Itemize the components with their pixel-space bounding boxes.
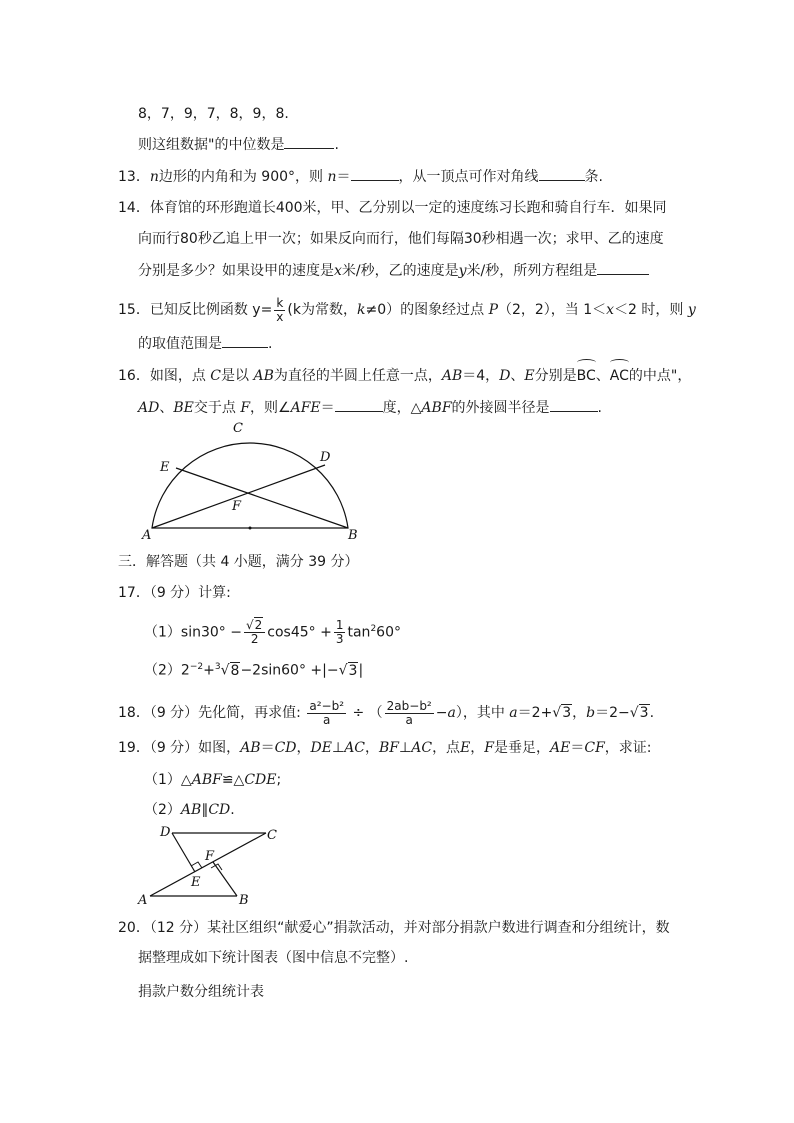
root-index: 3 — [214, 662, 221, 672]
question-number: 16． — [118, 368, 150, 384]
math-var: y — [458, 263, 467, 279]
q16-text: 为直径的半圆上任意一点， — [273, 368, 442, 384]
frac-den: a — [323, 712, 331, 727]
answer-blank[interactable] — [597, 260, 649, 275]
math-var: AB — [180, 802, 202, 818]
math-var: AB — [441, 368, 463, 384]
q18-head: （9 分）先化简，再求值: — [149, 705, 301, 721]
math-var: AC — [411, 740, 433, 756]
question-17 — [118, 583, 231, 603]
math: . — [230, 802, 235, 818]
radicand: 3 — [348, 662, 358, 679]
math-var: y — [687, 302, 696, 318]
q16-text: ＝4， — [462, 368, 500, 384]
fraction-1-over-3 — [334, 619, 346, 646]
label-d: D — [320, 450, 331, 465]
frac-num: a²−b² — [309, 698, 345, 713]
label-f: F — [205, 849, 215, 864]
q17-part2: $(2)2^{-2}+^3√8-2\sin 60^\circ +|-√3|$ — [144, 662, 364, 679]
question-15-line2: 的取值范围是 . — [138, 333, 272, 354]
math: ＝ — [260, 740, 275, 756]
math: ∥ — [201, 802, 209, 818]
radicand: 2 — [254, 618, 263, 633]
q20-text: （12 分）某社区组织“献爱心”捐款活动，并对部分捐款户数进行调查和分组统计，数 — [149, 920, 670, 936]
segment-bf — [213, 862, 237, 896]
arc-label: BC — [576, 368, 596, 384]
question-14-line3 — [138, 260, 649, 281]
q15-text: 已知反比例函数 y= — [149, 302, 273, 318]
part-label: （1） — [144, 624, 181, 641]
frac-den: a — [405, 712, 413, 727]
math: cos45° — [267, 624, 316, 641]
math-var: CF — [584, 740, 605, 756]
center-point — [249, 527, 252, 530]
frac-num: 2ab−b² — [386, 698, 432, 713]
q14-text: 分别是多少？如果设甲的速度是 — [138, 263, 334, 279]
math-var: F — [484, 740, 495, 756]
segment-ac — [150, 833, 266, 896]
q14-text: 体育馆的环形跑道长400米，甲、乙分别以一定的速度练习长跑和骑自行车．如果同 — [149, 200, 667, 216]
frac-den: 2 — [250, 632, 259, 647]
exponent: −2 — [189, 662, 204, 672]
frac-den: 3 — [335, 632, 344, 647]
q16-text: 是以 — [221, 368, 249, 384]
math: ， — [572, 705, 587, 721]
math: ，点 — [432, 740, 461, 756]
math-var: BF — [379, 740, 400, 756]
math: ⊥ — [331, 740, 345, 756]
q16-text: 分别是 — [534, 368, 577, 384]
part-label: （2） — [144, 802, 181, 818]
answer-blank[interactable] — [539, 166, 585, 181]
q15-text: ＜2 时，则 — [614, 302, 684, 318]
math: 60° — [376, 624, 401, 641]
math-var: b — [586, 705, 596, 721]
label-b: B — [239, 893, 249, 906]
math-var: x — [334, 263, 342, 279]
frac-den: x — [276, 309, 284, 324]
math: ＝2+ — [517, 705, 553, 721]
fraction-k-over-x — [274, 297, 285, 324]
q19-head: （9 分）如图， — [149, 740, 241, 756]
label-c: C — [233, 421, 243, 436]
question-19 — [118, 738, 652, 758]
math: 2 — [180, 662, 190, 679]
q16-text: 、 — [510, 368, 525, 384]
math: 是垂足， — [494, 740, 551, 756]
arc-label: AC — [609, 368, 629, 384]
math: ＝2− — [595, 705, 630, 721]
math: −2sin60° — [240, 662, 306, 679]
math: sin30° — [180, 624, 226, 641]
math: tan — [347, 624, 371, 641]
part-label: （2） — [144, 662, 181, 679]
math-var: AE — [550, 740, 571, 756]
question-number: 20． — [118, 920, 150, 936]
math: ÷ — [352, 705, 365, 721]
radicand: 8 — [230, 662, 240, 679]
question-20-line1 — [118, 918, 670, 938]
math-var: ABF — [191, 772, 222, 788]
q16-text: 、 — [595, 368, 610, 384]
math: ，求证: — [604, 740, 652, 756]
math: ， — [365, 740, 380, 756]
q15-text: ≠0）的图象经过点 — [365, 302, 485, 318]
segment-be — [176, 468, 348, 528]
math-var: D — [499, 368, 511, 384]
math: ， — [296, 740, 311, 756]
question-16-line2: AD、BE交于点 F，则∠AFE＝ 度，△ABF的外接圆半径是 . — [138, 397, 602, 418]
q13-text: ，从一顶点可作对角线 — [398, 169, 539, 185]
math-var: E — [460, 740, 471, 756]
q16-text: ＝ — [320, 400, 335, 416]
math: △ — [180, 772, 192, 788]
arc-bc — [577, 366, 596, 386]
q16-text: 的外接圆半径是 — [451, 400, 550, 416]
question-number: 13． — [118, 169, 150, 185]
math-var: x — [606, 302, 615, 318]
math-var: n — [149, 169, 159, 185]
section-3-heading: 三．解答题（共 4 小题，满分 39 分） — [118, 554, 359, 570]
math: ， — [470, 740, 485, 756]
fraction-a2-b2-over-a — [307, 700, 346, 727]
question-14-line2: 向而行80秒乙追上甲一次；如果反向而行，他们每隔30秒相遇一次；求甲、乙的速度 — [138, 231, 664, 247]
q19-part1 — [144, 770, 281, 790]
question-number: 17． — [118, 585, 150, 601]
label-a: A — [138, 893, 148, 906]
math-var: n — [327, 169, 337, 185]
question-13 — [118, 166, 603, 187]
label-f: F — [232, 499, 242, 514]
math: . — [649, 705, 655, 721]
fraction-2ab-b2-over-a — [385, 700, 434, 727]
math: （ — [368, 705, 383, 721]
math-var: CD — [274, 740, 297, 756]
q14-text: 米/秒，所列方程组是 — [466, 263, 598, 279]
q16-text: 的中点"， — [628, 368, 692, 384]
q13-eq: ＝ — [336, 169, 351, 185]
answer-blank[interactable] — [550, 397, 598, 412]
math-var: AFE — [290, 400, 321, 416]
math: ＝ — [570, 740, 585, 756]
math-var: C — [210, 368, 221, 384]
question-20-line2: 据整理成如下统计图表（图中信息不完整）. — [138, 950, 409, 966]
label-a: A — [142, 528, 152, 543]
part-label: （1） — [144, 772, 181, 788]
q13-text: 边形的内角和为 900°，则 — [158, 169, 324, 185]
math: ⊥ — [399, 740, 412, 756]
math-var: AD — [138, 400, 160, 416]
arc-ac — [610, 366, 629, 386]
radicand: 3 — [639, 705, 649, 721]
math: − — [435, 705, 448, 721]
math: ; — [276, 772, 282, 788]
q16-text: 交于点 — [193, 400, 236, 416]
q17-part1 — [144, 614, 401, 648]
math: − — [230, 624, 242, 641]
math: ），其中 — [455, 705, 505, 721]
math-var: AB — [240, 740, 261, 756]
math-var: CD — [208, 802, 231, 818]
math-var: AB — [253, 368, 274, 384]
math-var: CDE — [244, 772, 277, 788]
fraction-sqrt2-over-2: $\frac{√2}{2}$ — [244, 619, 265, 646]
question-14-line1 — [118, 198, 667, 218]
triangles-figure — [136, 822, 286, 906]
label-e: E — [191, 875, 201, 890]
answer-blank[interactable] — [351, 166, 399, 181]
q16-text: 、 — [159, 400, 174, 416]
math: + — [320, 624, 332, 641]
q15-text: 的取值范围是 — [138, 336, 222, 352]
math: − — [326, 662, 339, 679]
math-var: E — [524, 368, 535, 384]
q14-text: 米/秒，乙的速度是 — [341, 263, 459, 279]
q19-part2 — [144, 800, 235, 820]
math: + — [203, 662, 215, 679]
semicircle-outline — [152, 443, 348, 528]
math: ≌△ — [221, 772, 245, 788]
q16-text: 度，△ — [382, 400, 422, 416]
table-title: 捐款户数分组统计表 — [138, 984, 264, 1000]
q16-text: ，则∠ — [250, 400, 291, 416]
question-number: 14． — [118, 200, 150, 216]
answer-blank[interactable] — [222, 333, 268, 348]
q12-question: 则这组数据"的中位数是 . — [138, 134, 339, 155]
q17-head: （9 分）计算: — [149, 585, 231, 601]
question-number: 19． — [118, 740, 150, 756]
math-var: a — [447, 705, 456, 721]
answer-blank[interactable] — [284, 134, 334, 149]
label-b: B — [348, 528, 358, 543]
frac-num: k — [274, 297, 285, 311]
math-var: P — [488, 302, 498, 318]
math-var: k — [356, 302, 366, 318]
q15-text: （2，2），当 1＜ — [497, 302, 607, 318]
math-var: ABF — [421, 400, 452, 416]
q12-ask-text: 则这组数据"的中位数是 — [138, 137, 285, 153]
question-number: 15． — [118, 302, 150, 318]
question-16 — [118, 366, 691, 386]
q16-text: 如图，点 — [149, 368, 206, 384]
math-var: DE — [310, 740, 332, 756]
math-var: a — [509, 705, 518, 721]
frac-num: 1 — [335, 618, 344, 633]
q15-text: (k为常数， — [287, 302, 357, 318]
label-d: D — [160, 825, 171, 840]
math: | — [358, 662, 364, 679]
q13-text: 条. — [584, 169, 603, 185]
math-var: F — [240, 400, 251, 416]
semicircle-figure — [138, 418, 368, 544]
question-number: 18． — [118, 705, 150, 721]
question-15 — [118, 296, 696, 324]
exponent: 2 — [370, 624, 377, 634]
q12-data-line: 8，7，9，7，8，9，8. — [138, 106, 289, 122]
math-var: AC — [344, 740, 366, 756]
radicand: 3 — [562, 705, 572, 721]
math: +| — [310, 662, 327, 679]
answer-blank[interactable] — [335, 397, 383, 412]
label-c: C — [267, 828, 277, 843]
question-18: 18．（9 分）先化简，再求值: $\frac{\text{a²−b²}}{a}$ ÷ （ $\frac{\text{2ab−b²}}{a}$ −a），其中 a＝2+√3，b＝2−√3. — [118, 698, 655, 727]
math-var: BE — [173, 400, 194, 416]
label-e: E — [160, 460, 170, 475]
